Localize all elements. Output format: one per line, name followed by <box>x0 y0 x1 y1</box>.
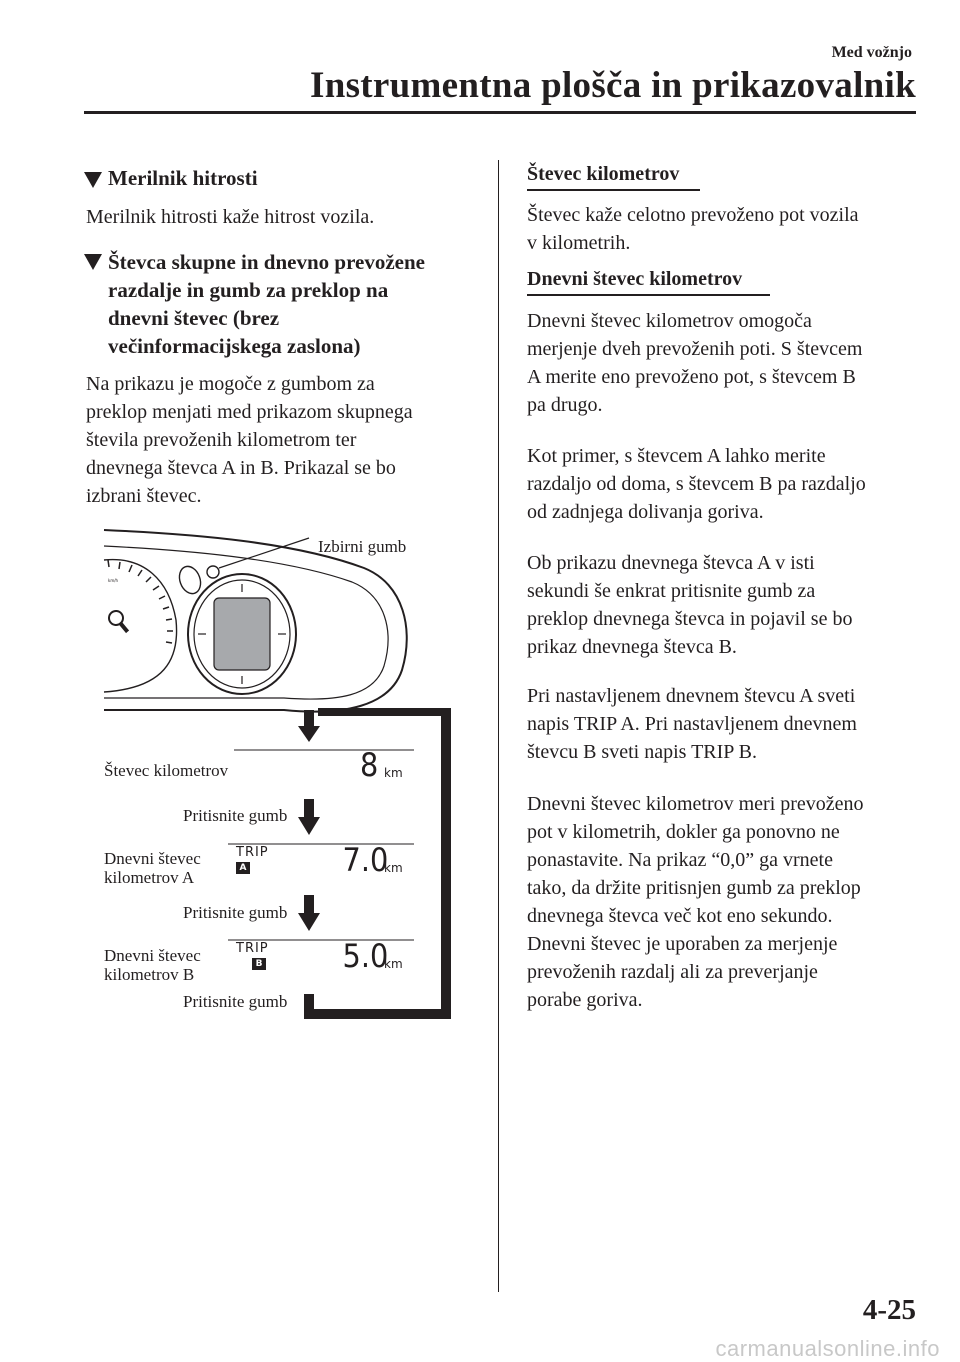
triangle-bullet-icon <box>84 254 102 270</box>
text-line: Dnevni števec je uporaben za merjenje <box>527 933 838 955</box>
trip-b-badge: B <box>252 958 266 970</box>
page-number: 4-25 <box>862 1294 916 1326</box>
text-line: dnevnega števca A in B. Prikazal se bo <box>86 457 396 479</box>
section-label: Med vožnjo <box>831 44 912 61</box>
trip-a-row-label <box>104 849 201 887</box>
text-line: Kot primer, s števcem A lahko merite <box>527 445 826 467</box>
press-button-label-1: Pritisnite gumb <box>183 806 288 825</box>
subheading-underline <box>527 189 700 191</box>
text-line: prevoženih razdalj ali za preverjanje <box>527 961 818 983</box>
trip-a-indicator-text: TRIP <box>236 845 269 860</box>
text-line: v kilometrih. <box>527 232 631 254</box>
chapter-title: Instrumentna plošča in prikazovalnik <box>310 65 916 106</box>
heading-speedometer <box>84 164 258 192</box>
text-line: prikaz dnevnega števca B. <box>527 636 737 658</box>
trip-b-display-value: 5.0 <box>342 937 389 975</box>
text-line: ponastavite. Na prikaz “0,0” ga vrnete <box>527 849 833 871</box>
label-line: kilometrov B <box>104 965 195 984</box>
press-button-label-2: Pritisnite gumb <box>183 903 288 922</box>
text-line: porabe goriva. <box>527 989 643 1011</box>
heading-line: Števca skupne in dnevno prevožene <box>108 250 425 274</box>
subheading-odometer: Števec kilometrov <box>527 163 680 185</box>
text-line: Dnevni števec kilometrov omogoča <box>527 310 812 332</box>
trip-a-unit: km <box>384 861 403 875</box>
trip-a-badge: A <box>236 862 250 874</box>
text-line: sekundi še enkrat pritisnite gumb za <box>527 580 816 602</box>
odometer-paragraph <box>86 370 413 510</box>
down-arrow-icon <box>298 710 320 742</box>
odometer-description <box>527 201 859 257</box>
text-line: napis TRIP A. Pri nastavljenem dnevnem <box>527 713 857 735</box>
text-line: števila prevoženih kilometrom ter <box>86 429 357 451</box>
trip-b-unit: km <box>384 957 403 971</box>
odometer-display-value: 8 <box>360 746 379 784</box>
text-line: preklop dnevnega števca in pojavil se bo <box>527 608 853 630</box>
text-line: Pri nastavljenem dnevnem števcu A sveti <box>527 685 856 707</box>
trip-meter-paragraph-5 <box>527 790 864 1014</box>
text-line: pot v kilometrih, dokler ga ponovno ne <box>527 821 840 843</box>
subheading-trip-meter: Dnevni števec kilometrov <box>527 268 743 290</box>
trip-b-row-label <box>104 946 201 984</box>
text-line: razdaljo od doma, s števcem B pa razdaljo <box>527 473 866 495</box>
wrench-icon <box>106 608 133 636</box>
text-line: preklop menjati med prikazom skupnega <box>86 401 413 423</box>
heading-odometer-trip <box>84 248 425 360</box>
column-divider <box>498 160 499 1292</box>
label-line: Dnevni števec <box>104 849 201 868</box>
heading-line: dnevni števec (brez <box>108 306 280 330</box>
trip-a-display-value: 7.0 <box>342 841 389 879</box>
label-line: kilometrov A <box>104 868 195 887</box>
trip-b-indicator-text: TRIP <box>236 941 269 956</box>
trip-meter-paragraph-4 <box>527 682 857 766</box>
header-divider <box>84 111 916 114</box>
odometer-unit: km <box>384 766 403 780</box>
text-line: tako, da držite pritisnjen gumb za preklop <box>527 877 861 899</box>
heading-line: razdalje in gumb za preklop na <box>108 278 389 302</box>
text-line: pa drugo. <box>527 394 603 416</box>
trip-meter-paragraph-3 <box>527 549 852 661</box>
selector-button-label: Izbirni gumb <box>318 537 407 556</box>
text-line: števcu B sveti napis TRIP B. <box>527 741 757 763</box>
text-line: od zadnjega dolivanja goriva. <box>527 501 764 523</box>
text-line: dnevnega števca več kot eno sekundo. <box>527 905 833 927</box>
triangle-bullet-icon <box>84 172 102 188</box>
heading-speedometer-text: Merilnik hitrosti <box>108 166 258 190</box>
press-button-label-3: Pritisnite gumb <box>183 992 288 1011</box>
text-line: merjenje dveh prevoženih poti. S števcem <box>527 338 863 360</box>
heading-line: večinformacijskega zaslona) <box>108 334 361 358</box>
trip-meter-paragraph-1 <box>527 307 862 419</box>
odometer-row-label: Števec kilometrov <box>104 761 229 780</box>
text-line: Ob prikazu dnevnega števca A v isti <box>527 552 815 574</box>
watermark[interactable]: carmanualsonline.info <box>715 1336 940 1361</box>
down-arrow-icon <box>298 895 320 931</box>
text-line: A merite eno prevoženo pot, s števcem B <box>527 366 856 388</box>
instrument-cluster-illustration <box>84 520 484 715</box>
text-line: Dnevni števec kilometrov meri prevoženo <box>527 793 864 815</box>
text-line: Števec kaže celotno prevoženo pot vozila <box>527 204 859 226</box>
gauge-unit-text: km/h <box>108 578 119 583</box>
text-line: izbrani števec. <box>86 485 202 507</box>
selector-button-icon <box>207 566 219 578</box>
trip-meter-paragraph-2 <box>527 442 866 526</box>
label-line: Dnevni števec <box>104 946 201 965</box>
down-arrow-icon <box>298 799 320 835</box>
speedometer-paragraph: Merilnik hitrosti kaže hitrost vozila. <box>86 206 375 228</box>
text-line: Na prikazu je mogoče z gumbom za <box>86 373 375 395</box>
subheading-underline <box>527 294 770 296</box>
